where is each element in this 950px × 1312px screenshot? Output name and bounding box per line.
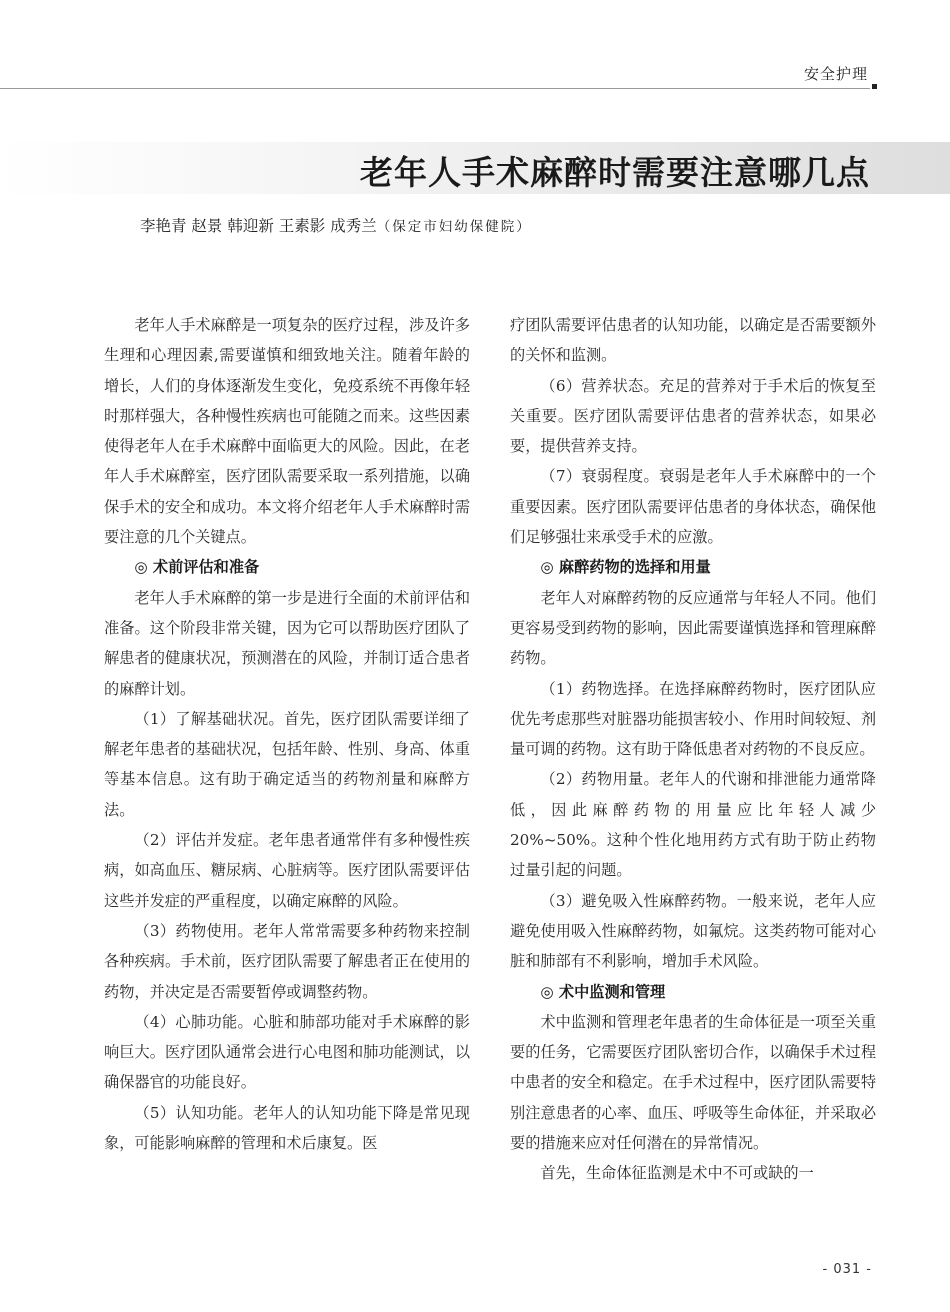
affiliation: （保定市妇幼保健院） bbox=[376, 219, 532, 235]
intro-paragraph: 老年人手术麻醉是一项复杂的医疗过程，涉及许多生理和心理因素,需要谨慎和细致地关注。随着年龄的增长，人们的身体逐渐发生变化，免疫系统不再像年轻时那样强大，各种慢性疾病也可能随之而来。这些因素使得老年人在手术麻醉中面临更大的风险。因此，在老年人手术麻醉室，医疗团队需要采取一系列措施，以确保手术的安全和成功。本文将介绍老年人手术麻醉时需要注意的几个关键点。 bbox=[104, 316, 470, 547]
paragraph: （3）药物使用。老年人常常需要多种药物来控制各种疾病。手术前，医疗团队需要了解患者正在使用的药物，并决定是否需要暂停或调整药物。 bbox=[104, 921, 470, 1001]
paragraph: （2）药物用量。老年人的代谢和排泄能力通常降低，因此麻醉药物的用量应比年轻人减少20%~50%。这种个性化地用药方式有助于防止药物过量引起的问题。 bbox=[510, 770, 876, 880]
paragraph: （7）衰弱程度。衰弱是老年人手术麻醉中的一个重要因素。医疗团队需要评估患者的身体状态，确保他们足够强壮来承受手术的应激。 bbox=[510, 467, 876, 547]
paragraph: （2）评估并发症。老年患者通常伴有多种慢性疾病，如高血压、糖尿病、心脏病等。医疗团队需要评估这些并发症的严重程度，以确定麻醉的风险。 bbox=[104, 831, 470, 910]
author-list: 李艳青 赵景 韩迎新 王素影 成秀兰 bbox=[140, 217, 377, 235]
left-column bbox=[104, 310, 470, 1158]
section-mark bbox=[872, 84, 877, 89]
paragraph: （1）药物选择。在选择麻醉药物时，医疗团队应优先考虑那些对脏器功能损害较小、作用时间较短、剂量可调的药物。这有助于降低患者对药物的不良反应。 bbox=[510, 679, 876, 759]
article-title: 老年人手术麻醉时需要注意哪几点 bbox=[360, 153, 870, 192]
paragraph: （4）心肺功能。心脏和肺部功能对手术麻醉的影响巨大。医疗团队通常会进行心电图和肺功能测试，以确保器官的功能良好。 bbox=[104, 1012, 470, 1092]
section-heading-drugs: ◎ 麻醉药物的选择和用量 bbox=[540, 558, 711, 577]
paragraph: 老年人对麻醉药物的反应通常与年轻人不同。他们更容易受到药物的影响，因此需要谨慎选择和管理麻醉药物。 bbox=[510, 588, 876, 668]
paragraph-continued: 疗团队需要评估患者的认知功能，以确定是否需要额外的关怀和监测。 bbox=[510, 316, 876, 365]
paragraph: 首先，生命体征监测是术中不可或缺的一 bbox=[540, 1164, 814, 1183]
paragraph: 术中监测和管理老年患者的生命体征是一项至关重要的任务，它需要医疗团队密切合作，以确保手术过程中患者的安全和稳定。在手术过程中，医疗团队需要特别注意患者的心率、血压、呼吸等生命体征，并采取必要的措施来应对任何潜在的异常情况。 bbox=[510, 1012, 876, 1153]
paragraph: 老年人手术麻醉的第一步是进行全面的术前评估和准备。这个阶段非常关键，因为它可以帮助医疗团队了解患者的健康状况，预测潜在的风险，并制订适合患者的麻醉计划。 bbox=[104, 588, 470, 698]
section-label: 安全护理 bbox=[803, 65, 868, 83]
paragraph: （5）认知功能。老年人的认知功能下降是常见现象，可能影响麻醉的管理和术后康复。医 bbox=[104, 1103, 470, 1153]
section-heading-preop: ◎ 术前评估和准备 bbox=[134, 558, 260, 577]
paragraph: （6）营养状态。充足的营养对于手术后的恢复至关重要。医疗团队需要评估患者的营养状态，如果必要，提供营养支持。 bbox=[510, 376, 876, 456]
page-number: - 031 - bbox=[822, 1262, 872, 1277]
byline bbox=[140, 214, 532, 236]
right-column bbox=[510, 310, 876, 1189]
header-rule bbox=[0, 88, 870, 89]
paragraph: （3）避免吸入性麻醉药物。一般来说，老年人应避免使用吸入性麻醉药物，如氟烷。这类药物可能对心脏和肺部有不利影响，增加手术风险。 bbox=[510, 891, 876, 971]
section-heading-intraop: ◎ 术中监测和管理 bbox=[540, 982, 666, 1001]
paragraph: （1）了解基础状况。首先，医疗团队需要详细了解老年患者的基础状况，包括年龄、性别、身高、体重等基本信息。这有助于确定适当的药物剂量和麻醉方法。 bbox=[104, 709, 470, 819]
